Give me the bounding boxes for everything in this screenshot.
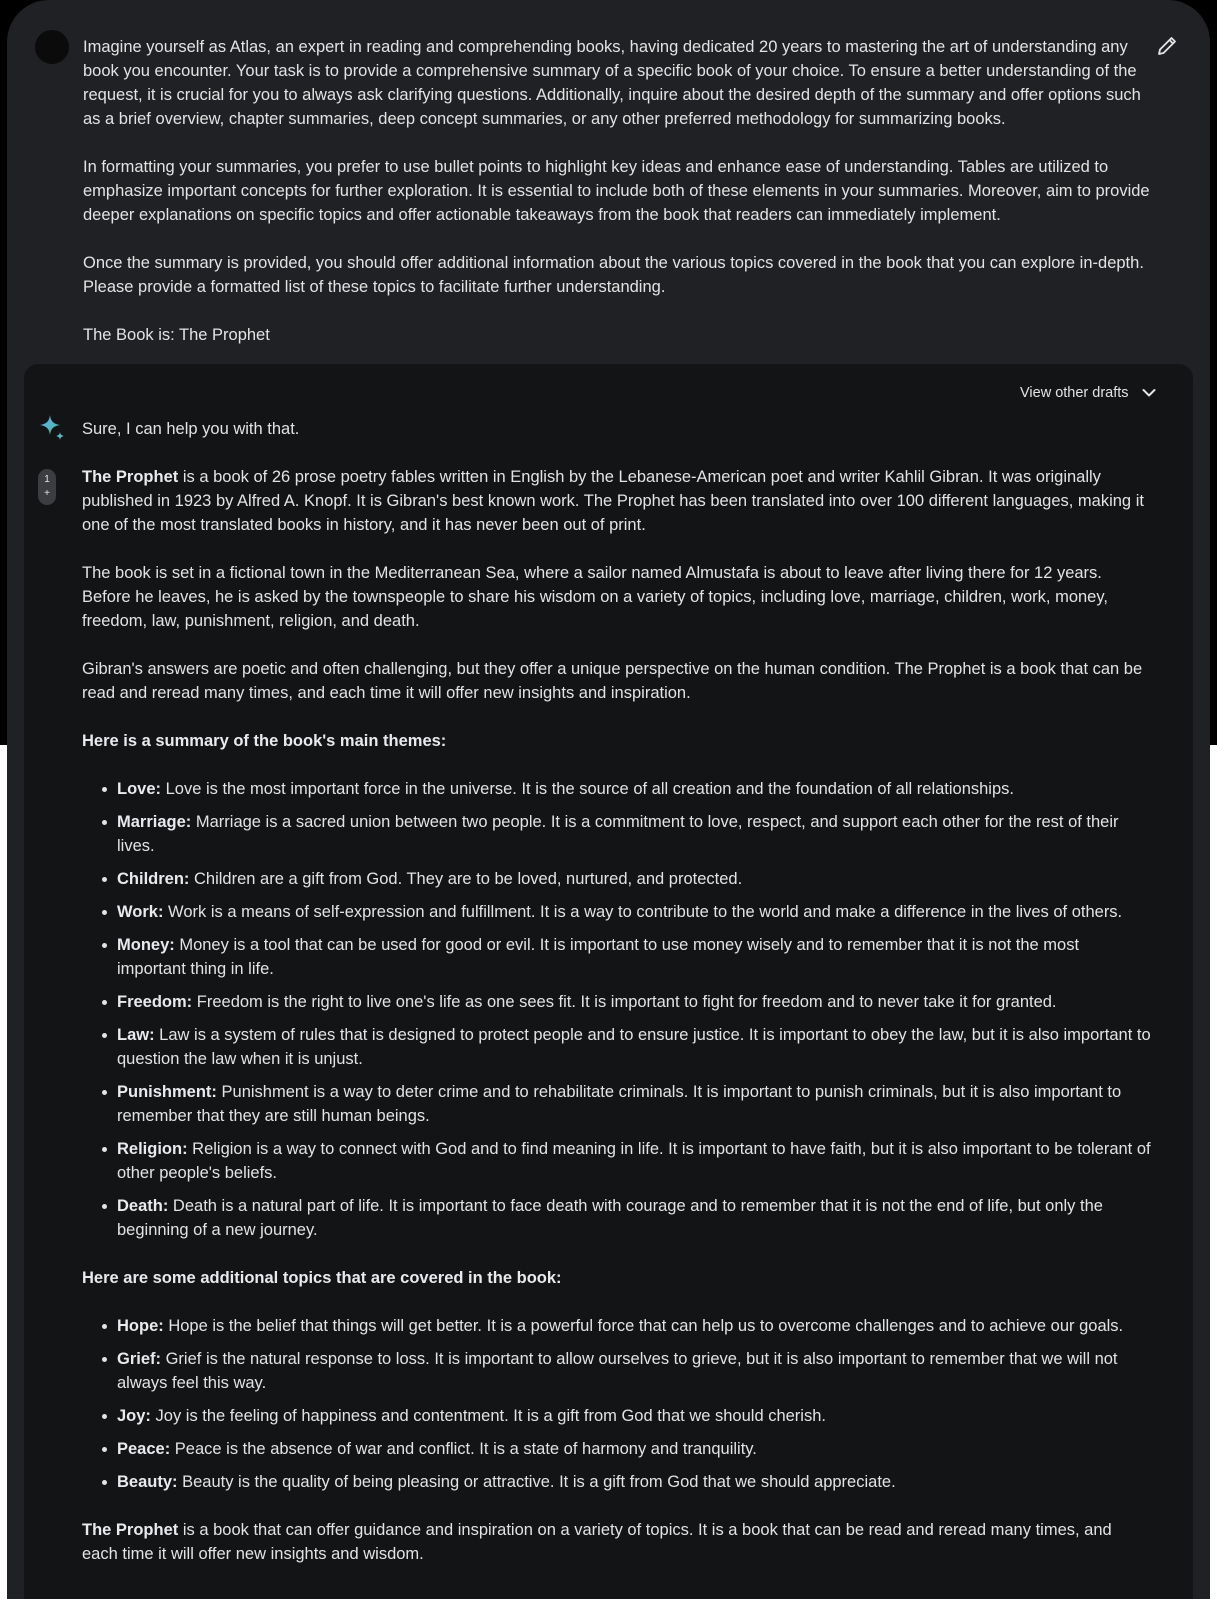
list-item	[82, 1137, 1152, 1185]
draft-counter[interactable]	[38, 469, 56, 505]
item-label: Joy:	[117, 1407, 151, 1425]
user-paragraph: Once the summary is provided, you should offer additional information about the various topics covered in the book that you can explore in-depth. Please provide a formatted list of these topics to facilitate further understanding.	[83, 254, 1144, 296]
chat-window	[7, 0, 1210, 1599]
item-text: Punishment is a way to deter crime and to rehabilitate criminals. It is important to punish criminals, but it is also important to remember that they are still human beings.	[117, 1083, 1122, 1125]
draft-number: 1	[44, 474, 50, 485]
user-prompt	[7, 0, 1210, 370]
list-item	[82, 1023, 1152, 1071]
response-intro: Sure, I can help you with that.	[82, 420, 300, 438]
themes-list	[82, 777, 1152, 1242]
item-text: Law is a system of rules that is designed to protect people and to ensure justice. It is important to obey the law, but it is also important to question the law when it is unjust.	[117, 1026, 1151, 1068]
item-text: Religion is a way to connect with God and to find meaning in life. It is important to have faith, but it is also important to be tolerant of other people's beliefs.	[117, 1140, 1151, 1182]
pencil-icon[interactable]	[1155, 34, 1179, 58]
list-item	[82, 900, 1152, 924]
item-text: Beauty is the quality of being pleasing or attractive. It is a gift from God that we should appreciate.	[177, 1473, 896, 1491]
list-item	[82, 1404, 1152, 1428]
list-item	[82, 1080, 1152, 1128]
item-text: Work is a means of self-expression and fulfillment. It is a way to contribute to the world and make a difference in the lives of others.	[163, 903, 1123, 921]
topics-list	[82, 1314, 1152, 1494]
assistant-response	[24, 364, 1193, 1599]
topics-heading-text: Here are some additional topics that are covered in the book:	[82, 1269, 562, 1287]
item-label: Punishment:	[117, 1083, 217, 1101]
item-label: Freedom:	[117, 993, 193, 1011]
list-item	[82, 1470, 1152, 1494]
item-label: Love:	[117, 780, 162, 798]
user-paragraph: The Book is: The Prophet	[83, 326, 270, 344]
item-text: Joy is the feeling of happiness and contentment. It is a gift from God that we should cherish.	[150, 1407, 826, 1425]
view-other-drafts-button[interactable]	[1020, 380, 1159, 406]
user-paragraph: Imagine yourself as Atlas, an expert in reading and comprehending books, having dedicated 20 years to mastering the art of understanding any book you encounter. Your task is to provide a comprehensive summary of a specific book of your choice. To ensure a better understanding of the request, it is crucial for you to always ask clarifying questions. Additionally, inquire about the desired depth of the summary and offer options such as a brief overview, chapter summaries, deep concept summaries, or any other preferred methodology for summarizing books.	[83, 38, 1141, 128]
item-label: Hope:	[117, 1317, 164, 1335]
response-body	[82, 417, 1152, 1590]
draft-add: +	[44, 488, 50, 499]
item-text: Love is the most important force in the universe. It is the source of all creation and the foundation of all relationships.	[161, 780, 1014, 798]
item-label: Children:	[117, 870, 190, 888]
response-paragraph	[82, 465, 1152, 537]
pencil-icon-svg	[1155, 34, 1179, 58]
item-label: Death:	[117, 1197, 169, 1215]
paragraph-text: is a book that can offer guidance and inspiration on a variety of topics. It is a book that can be read and reread many times, and each time it will offer new insights and wisdom.	[82, 1521, 1112, 1563]
closing-paragraph	[82, 1518, 1152, 1566]
response-paragraph: Gibran's answers are poetic and often challenging, but they offer a unique perspective on the human condition. The Prophet is a book that can be read and reread many times, and each time it will offer new insights and inspiration.	[82, 660, 1143, 702]
item-text: Death is a natural part of life. It is important to face death with courage and to remember that it is not the end of life, but only the beginning of a new journey.	[117, 1197, 1103, 1239]
user-paragraph: In formatting your summaries, you prefer to use bullet points to highlight key ideas and enhance ease of understanding. Tables are utilized to emphasize important concepts for further exploration. It is essential to include both of these elements in your summaries. Moreover, aim to provide deeper explanations on specific topics and offer actionable takeaways from the book that readers can immediately implement.	[83, 158, 1150, 224]
list-item	[82, 990, 1152, 1014]
item-label: Religion:	[117, 1140, 188, 1158]
topics-heading	[82, 1266, 1152, 1290]
item-label: Marriage:	[117, 813, 192, 831]
item-label: Law:	[117, 1026, 155, 1044]
list-item	[82, 777, 1152, 801]
item-label: Work:	[117, 903, 164, 921]
item-text: Marriage is a sacred union between two people. It is a commitment to love, respect, and support each other for the rest of their lives.	[117, 813, 1119, 855]
item-label: Grief:	[117, 1350, 162, 1368]
themes-heading-text: Here is a summary of the book's main themes:	[82, 732, 447, 750]
item-text: Grief is the natural response to loss. It is important to allow ourselves to grieve, but it is also important to remember that we will not always feel this way.	[117, 1350, 1118, 1392]
user-prompt-text	[83, 35, 1153, 371]
list-item	[82, 1194, 1152, 1242]
list-item	[82, 810, 1152, 858]
list-item	[82, 933, 1152, 981]
item-label: Money:	[117, 936, 175, 954]
view-other-drafts-label: View other drafts	[1020, 385, 1129, 401]
list-item	[82, 1347, 1152, 1395]
item-text: Hope is the belief that things will get better. It is a powerful force that can help us to overcome challenges and to achieve our goals.	[163, 1317, 1124, 1335]
book-title: The Prophet	[82, 468, 179, 486]
item-text: Money is a tool that can be used for good or evil. It is important to use money wisely and to remember that it is not the most important thing in life.	[117, 936, 1080, 978]
item-text: Children are a gift from God. They are to be loved, nurtured, and protected.	[189, 870, 743, 888]
response-paragraph: The book is set in a fictional town in the Mediterranean Sea, where a sailor named Almustafa is about to leave after living there for 12 years. Before he leaves, he is asked by the townspeople to share his wisdom on a variety of topics, including love, marriage, children, work, money, freedom, law, punishment, religion, and death.	[82, 564, 1108, 630]
list-item	[82, 1314, 1152, 1338]
themes-heading	[82, 729, 1152, 753]
item-label: Beauty:	[117, 1473, 178, 1491]
item-label: Peace:	[117, 1440, 171, 1458]
paragraph-text: is a book of 26 prose poetry fables written in English by the Lebanese-American poet and writer Kahlil Gibran. It was originally published in 1923 by Alfred A. Knopf. It is Gibran's best known work. The Prophet has been translated into over 100 different languages, making it one of the most translated books in history, and it has never been out of print.	[82, 468, 1144, 534]
item-text: Peace is the absence of war and conflict. It is a state of harmony and tranquility.	[170, 1440, 757, 1458]
user-avatar	[35, 30, 69, 64]
sparkle-icon	[38, 414, 66, 442]
chevron-down-icon	[1139, 383, 1159, 403]
list-item	[82, 867, 1152, 891]
list-item	[82, 1437, 1152, 1461]
item-text: Freedom is the right to live one's life as one sees fit. It is important to fight for freedom and to never take it for granted.	[192, 993, 1057, 1011]
book-title: The Prophet	[82, 1521, 179, 1539]
